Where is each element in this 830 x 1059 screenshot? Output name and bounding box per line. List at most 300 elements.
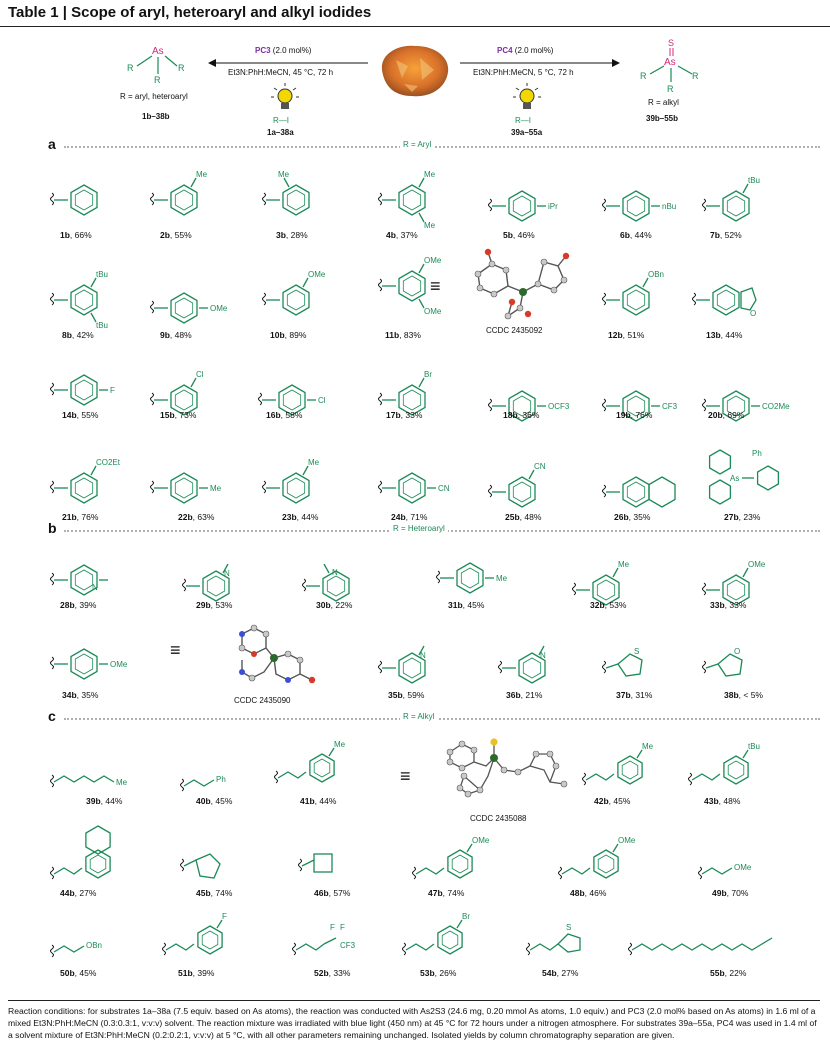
- structure-37b: [600, 634, 710, 690]
- right-product-label: R = alkyl: [648, 98, 679, 107]
- compound-yield: , 33%: [724, 600, 747, 610]
- structure-38b: [700, 634, 810, 690]
- compound-label-42b: [594, 796, 630, 806]
- structure-48b: [556, 836, 666, 892]
- svg-text:tBu: tBu: [96, 321, 109, 330]
- compound-label-10b: [270, 330, 306, 340]
- svg-text:Me: Me: [496, 574, 508, 583]
- compound-yield: , 63%: [192, 512, 215, 522]
- compound-label-2b: [160, 230, 192, 240]
- svg-text:R: R: [667, 84, 674, 94]
- svg-text:F: F: [222, 912, 227, 921]
- svg-text:CO2Me: CO2Me: [762, 402, 790, 411]
- compound-label-54b: [542, 968, 578, 978]
- compound-yield: , 42%: [71, 330, 94, 340]
- compound-id: 17b: [386, 410, 401, 420]
- svg-text:N: N: [92, 583, 98, 592]
- compound-yield: , 48%: [718, 796, 741, 806]
- compound-label-26b: [614, 512, 650, 522]
- light-bulb-icon-left: [270, 82, 300, 112]
- compound-id: 49b: [712, 888, 727, 898]
- compound-id: 19b: [616, 410, 631, 420]
- svg-text:Me: Me: [424, 170, 436, 179]
- svg-text:CN: CN: [534, 462, 546, 471]
- compound-yield: , 35%: [628, 512, 651, 522]
- equivalence-sign-1: ≡: [430, 276, 441, 296]
- svg-text:R: R: [692, 71, 699, 81]
- compound-yield: , 74%: [210, 888, 233, 898]
- svg-text:CO2Et: CO2Et: [96, 458, 121, 467]
- compound-id: 43b: [704, 796, 719, 806]
- structure-28b: [48, 550, 158, 606]
- svg-text:R: R: [640, 71, 647, 81]
- structure-14b: [48, 360, 158, 416]
- structure-1b: [48, 170, 158, 226]
- compound-yield: , 58%: [280, 410, 303, 420]
- compound-yield: , 55%: [76, 410, 99, 420]
- svg-text:R: R: [127, 63, 134, 73]
- structure-52b: [290, 912, 400, 968]
- conditions-left: Et3N:PhH:MeCN, 45 °C, 72 h: [228, 68, 334, 77]
- svg-text:Me: Me: [196, 170, 208, 179]
- compound-label-13b: [706, 330, 742, 340]
- compound-label-3b: [276, 230, 308, 240]
- compound-yield: , < 5%: [738, 690, 763, 700]
- svg-text:CN: CN: [438, 484, 450, 493]
- compound-yield: , 55%: [169, 230, 192, 240]
- section-a-label: R = Aryl: [400, 140, 434, 149]
- compound-id: 25b: [505, 512, 520, 522]
- compound-id: 55b: [710, 968, 725, 978]
- svg-text:S: S: [566, 923, 572, 932]
- structure-44b: [48, 836, 158, 892]
- compound-id: 37b: [616, 690, 631, 700]
- compound-id: 13b: [706, 330, 721, 340]
- structure-2b: [148, 170, 258, 226]
- compound-label-39b: [86, 796, 122, 806]
- compound-id: 21b: [62, 512, 77, 522]
- svg-text:Me: Me: [642, 742, 654, 751]
- compound-id: 20b: [708, 410, 723, 420]
- conditions-right: Et3N:PhH:MeCN, 5 °C, 72 h: [473, 68, 574, 77]
- compound-yield: , 39%: [74, 600, 97, 610]
- svg-text:Me: Me: [278, 170, 290, 179]
- compound-label-8b: [62, 330, 94, 340]
- compound-label-22b: [178, 512, 214, 522]
- compound-yield: , 48%: [169, 330, 192, 340]
- compound-yield: , 46%: [584, 888, 607, 898]
- svg-text:OBn: OBn: [86, 941, 103, 950]
- svg-text:R: R: [178, 63, 185, 73]
- compound-id: 41b: [300, 796, 315, 806]
- compound-id: 35b: [388, 690, 403, 700]
- compound-id: 12b: [608, 330, 623, 340]
- compound-label-47b: [428, 888, 464, 898]
- compound-yield: , 69%: [722, 410, 745, 420]
- compound-yield: , 33%: [328, 968, 351, 978]
- svg-text:Ph: Ph: [752, 449, 762, 458]
- left-product-label: R = aryl, heteroaryl: [120, 92, 188, 101]
- compound-yield: , 44%: [296, 512, 319, 522]
- compound-yield: , 37%: [395, 230, 418, 240]
- compound-yield: , 44%: [720, 330, 743, 340]
- section-c-letter: c: [48, 708, 56, 724]
- compound-label-1b: [60, 230, 92, 240]
- compound-yield: , 45%: [462, 600, 485, 610]
- compound-id: 34b: [62, 690, 77, 700]
- svg-text:Ph: Ph: [216, 775, 226, 784]
- compound-label-28b: [60, 600, 96, 610]
- compound-id: 38b: [724, 690, 739, 700]
- table-footnote: Reaction conditions: for substrates 1a–38a (7.5 equiv. based on As atoms), the reaction was conducted with As2S3 (24.6 mg, 0.20 mmol As atoms, 1.0 equiv.) and PC3 (2.0 mol% based on As atoms) in 1.6 ml of a mixed Et3N:PhH:MeCN (0.3:0.3:1, v:v:v) solvent. The reaction mixture was irradiated with blue light (450 nm) at 45 °C for 72 hours under a nitrogen atmosphere. For substrates 39a–55a, PC4 was used in 1.4 ml of a solvent mixture of Et3N:PhH:MeCN (0.2:0.2:1, v:v:v) at 5 °C, with all other parameters remaining unchanged. Isolated yields by column chromatography separation are given.: [8, 1000, 820, 1041]
- compound-yield: , 23%: [738, 512, 761, 522]
- compound-label-9b: [160, 330, 192, 340]
- compound-label-50b: [60, 968, 96, 978]
- compound-label-51b: [178, 968, 214, 978]
- svg-text:S: S: [634, 647, 640, 656]
- compound-label-45b: [196, 888, 232, 898]
- compound-yield: , 74%: [442, 888, 465, 898]
- structure-4b: [376, 170, 486, 230]
- structure-3b: [260, 170, 370, 226]
- compound-label-11b: [385, 330, 421, 340]
- structure-25b: [486, 462, 596, 518]
- compound-id: 50b: [60, 968, 75, 978]
- svg-text:Br: Br: [462, 912, 470, 921]
- compound-label-32b: [590, 600, 626, 610]
- compound-id: 42b: [594, 796, 609, 806]
- compound-label-33b: [710, 600, 746, 610]
- equivalence-sign-3: ≡: [400, 766, 411, 786]
- compound-yield: , 48%: [519, 512, 542, 522]
- compound-id: 32b: [590, 600, 605, 610]
- structure-21b: [48, 458, 158, 514]
- compound-yield: , 36%: [517, 410, 540, 420]
- compound-id: 22b: [178, 512, 193, 522]
- structure-36b: [496, 638, 606, 694]
- svg-text:Me: Me: [424, 221, 436, 230]
- pc4-label: PC4 (2.0 mol%): [497, 46, 554, 55]
- compound-label-49b: [712, 888, 748, 898]
- right-sub-ids: 39a–55a: [511, 128, 543, 137]
- svg-text:OBn: OBn: [648, 270, 665, 279]
- compound-label-29b: [196, 600, 232, 610]
- compound-label-21b: [62, 512, 98, 522]
- compound-id: 14b: [62, 410, 77, 420]
- compound-id: 54b: [542, 968, 557, 978]
- compound-id: 15b: [160, 410, 175, 420]
- section-a-rule: [64, 146, 820, 148]
- compound-label-16b: [266, 410, 302, 420]
- crystal-structure-11b: [468, 244, 578, 324]
- compound-label-24b: [391, 512, 427, 522]
- svg-text:R: R: [154, 75, 161, 85]
- svg-text:S: S: [668, 38, 675, 48]
- equivalence-sign-2: ≡: [170, 640, 181, 660]
- compound-yield: , 52%: [719, 230, 742, 240]
- compound-id: 44b: [60, 888, 75, 898]
- svg-text:tBu: tBu: [96, 270, 109, 279]
- compound-yield: , 22%: [330, 600, 353, 610]
- svg-text:Me: Me: [210, 484, 222, 493]
- compound-id: 40b: [196, 796, 211, 806]
- left-ri-label: R—I: [273, 116, 289, 125]
- compound-id: 7b: [710, 230, 720, 240]
- compound-label-40b: [196, 796, 232, 806]
- structure-8b: [48, 270, 158, 330]
- structure-47b: [410, 836, 520, 892]
- structure-6b: [600, 176, 710, 232]
- structure-22b: [148, 458, 258, 514]
- right-arrow: [460, 59, 620, 67]
- svg-text:OMe: OMe: [424, 256, 442, 265]
- compound-id: 28b: [60, 600, 75, 610]
- compound-label-46b: [314, 888, 350, 898]
- svg-text:OMe: OMe: [308, 270, 326, 279]
- svg-text:OMe: OMe: [424, 307, 442, 316]
- compound-id: 48b: [570, 888, 585, 898]
- crystal-photo: [374, 40, 454, 100]
- svg-text:OMe: OMe: [748, 560, 766, 569]
- structure-46b: [296, 836, 406, 892]
- compound-yield: , 66%: [69, 230, 92, 240]
- structure-5b: [486, 176, 596, 232]
- compound-yield: , 59%: [402, 690, 425, 700]
- reaction-scheme: [0, 30, 830, 140]
- compound-label-41b: [300, 796, 336, 806]
- compound-label-44b: [60, 888, 96, 898]
- svg-text:OMe: OMe: [618, 836, 636, 845]
- right-product-structure: [636, 36, 706, 96]
- compound-yield: , 21%: [520, 690, 543, 700]
- compound-yield: , 27%: [556, 968, 579, 978]
- compound-id: 46b: [314, 888, 329, 898]
- svg-text:Me: Me: [334, 740, 346, 749]
- compound-id: 24b: [391, 512, 406, 522]
- compound-id: 53b: [420, 968, 435, 978]
- compound-id: 9b: [160, 330, 170, 340]
- compound-id: 26b: [614, 512, 629, 522]
- svg-text:tBu: tBu: [748, 176, 761, 185]
- svg-text:Br: Br: [424, 370, 432, 379]
- compound-label-17b: [386, 410, 422, 420]
- compound-id: 8b: [62, 330, 72, 340]
- compound-yield: , 31%: [630, 690, 653, 700]
- svg-text:CF3: CF3: [340, 941, 356, 950]
- svg-text:nBu: nBu: [662, 202, 677, 211]
- compound-label-5b: [503, 230, 535, 240]
- structure-31b: [434, 548, 544, 604]
- compound-yield: , 39%: [192, 968, 215, 978]
- light-bulb-icon-right: [512, 82, 542, 112]
- compound-yield: , 44%: [629, 230, 652, 240]
- svg-text:Me: Me: [618, 560, 630, 569]
- structure-42b: [580, 742, 690, 798]
- compound-label-4b: [386, 230, 418, 240]
- compound-label-36b: [506, 690, 542, 700]
- structure-7b: [700, 176, 810, 232]
- svg-text:As: As: [664, 57, 676, 68]
- compound-yield: , 73%: [174, 410, 197, 420]
- compound-yield: , 45%: [608, 796, 631, 806]
- compound-yield: , 51%: [622, 330, 645, 340]
- ccdc-label-1: CCDC 2435092: [486, 326, 543, 335]
- svg-text:N: N: [540, 651, 546, 660]
- compound-yield: , 70%: [726, 888, 749, 898]
- compound-id: 5b: [503, 230, 513, 240]
- structure-23b: [260, 458, 370, 514]
- compound-id: 45b: [196, 888, 211, 898]
- structure-24b: [376, 458, 486, 514]
- compound-label-30b: [316, 600, 352, 610]
- compound-id: 33b: [710, 600, 725, 610]
- svg-text:OMe: OMe: [110, 660, 128, 669]
- compound-label-38b: [724, 690, 763, 700]
- left-product-ids: 1b–38b: [142, 112, 170, 121]
- compound-label-52b: [314, 968, 350, 978]
- structure-45b: [178, 836, 288, 892]
- compound-id: 30b: [316, 600, 331, 610]
- compound-yield: , 33%: [400, 410, 423, 420]
- compound-id: 23b: [282, 512, 297, 522]
- compound-id: 10b: [270, 330, 285, 340]
- compound-id: 4b: [386, 230, 396, 240]
- svg-text:Cl: Cl: [196, 370, 204, 379]
- compound-id: 31b: [448, 600, 463, 610]
- structure-51b: [160, 912, 270, 968]
- compound-yield: , 26%: [434, 968, 457, 978]
- compound-id: 47b: [428, 888, 443, 898]
- compound-id: 6b: [620, 230, 630, 240]
- compound-label-55b: [710, 968, 746, 978]
- svg-text:OMe: OMe: [210, 304, 228, 313]
- compound-yield: , 22%: [724, 968, 747, 978]
- svg-text:F: F: [330, 923, 335, 932]
- compound-yield: , 44%: [100, 796, 123, 806]
- structure-26b: [600, 462, 710, 518]
- compound-id: 39b: [86, 796, 101, 806]
- compound-label-6b: [620, 230, 652, 240]
- svg-text:OMe: OMe: [472, 836, 490, 845]
- compound-id: 16b: [266, 410, 281, 420]
- structure-19b: [600, 376, 710, 432]
- compound-label-48b: [570, 888, 606, 898]
- compound-yield: , 27%: [74, 888, 97, 898]
- svg-text:As: As: [730, 474, 740, 483]
- structure-41b: [272, 740, 382, 796]
- section-b-letter: b: [48, 520, 57, 536]
- svg-text:Me: Me: [116, 778, 128, 787]
- compound-yield: , 45%: [74, 968, 97, 978]
- compound-label-15b: [160, 410, 196, 420]
- svg-text:OMe: OMe: [734, 863, 752, 872]
- section-b-label: R = Heteroaryl: [390, 524, 448, 533]
- structure-9b: [148, 278, 258, 334]
- compound-label-7b: [710, 230, 742, 240]
- compound-label-23b: [282, 512, 318, 522]
- compound-id: 29b: [196, 600, 211, 610]
- compound-yield: , 28%: [285, 230, 308, 240]
- structure-10b: [260, 270, 370, 326]
- compound-label-43b: [704, 796, 740, 806]
- svg-text:F: F: [340, 923, 345, 932]
- svg-text:N: N: [332, 568, 338, 577]
- left-product-structure: [122, 40, 192, 85]
- compound-id: 52b: [314, 968, 329, 978]
- left-arrow: [208, 59, 368, 67]
- compound-label-27b: [724, 512, 760, 522]
- compound-label-35b: [388, 690, 424, 700]
- crystal-structure-34b: [228, 620, 318, 692]
- structure-18b: [486, 376, 596, 432]
- compound-yield: , 83%: [399, 330, 421, 340]
- compound-id: 18b: [503, 410, 518, 420]
- compound-id: 36b: [506, 690, 521, 700]
- compound-id: 2b: [160, 230, 170, 240]
- compound-yield: , 89%: [284, 330, 307, 340]
- structure-54b: [524, 912, 634, 968]
- structure-50b: [48, 918, 158, 974]
- compound-label-18b: [503, 410, 539, 420]
- svg-text:OCF3: OCF3: [548, 402, 570, 411]
- section-c-rule: [64, 718, 820, 720]
- compound-yield: , 45%: [210, 796, 233, 806]
- svg-text:Me: Me: [308, 458, 320, 467]
- compound-label-14b: [62, 410, 98, 420]
- ccdc-label-2: CCDC 2435090: [234, 696, 291, 705]
- svg-text:N: N: [420, 651, 426, 660]
- structure-27b: [700, 448, 810, 504]
- right-ri-label: R—I: [515, 116, 531, 125]
- compound-label-34b: [62, 690, 98, 700]
- structure-34b: [48, 634, 158, 690]
- left-sub-ids: 1a–38a: [267, 128, 294, 137]
- compound-yield: , 35%: [76, 690, 99, 700]
- pc3-label: PC3 (2.0 mol%): [255, 46, 312, 55]
- compound-label-31b: [448, 600, 484, 610]
- compound-label-53b: [420, 968, 456, 978]
- compound-yield: , 53%: [210, 600, 233, 610]
- svg-text:N: N: [224, 569, 230, 578]
- compound-yield: , 71%: [405, 512, 428, 522]
- compound-yield: , 44%: [314, 796, 337, 806]
- compound-label-25b: [505, 512, 541, 522]
- structure-13b: [690, 270, 800, 326]
- structure-20b: [700, 376, 810, 432]
- section-a-letter: a: [48, 136, 56, 152]
- svg-text:tBu: tBu: [748, 742, 761, 751]
- svg-text:CF3: CF3: [662, 402, 678, 411]
- compound-yield: , 76%: [630, 410, 653, 420]
- crystal-structure-41b: [440, 732, 580, 810]
- section-c-label: R = Alkyl: [400, 712, 437, 721]
- compound-label-12b: [608, 330, 644, 340]
- structure-53b: [400, 912, 510, 968]
- right-product-ids: 39b–55b: [646, 114, 679, 123]
- structure-43b: [686, 742, 796, 798]
- compound-yield: , 53%: [604, 600, 627, 610]
- svg-text:As: As: [152, 46, 164, 57]
- compound-yield: , 57%: [328, 888, 351, 898]
- compound-id: 11b: [385, 330, 400, 340]
- compound-yield: , 46%: [512, 230, 535, 240]
- table-title: Table 1 | Scope of aryl, heteroaryl and alkyl iodides: [8, 4, 372, 21]
- structure-35b: [376, 638, 486, 694]
- compound-label-19b: [616, 410, 652, 420]
- compound-id: 1b: [60, 230, 70, 240]
- svg-text:iPr: iPr: [548, 202, 558, 211]
- svg-text:O: O: [750, 309, 757, 318]
